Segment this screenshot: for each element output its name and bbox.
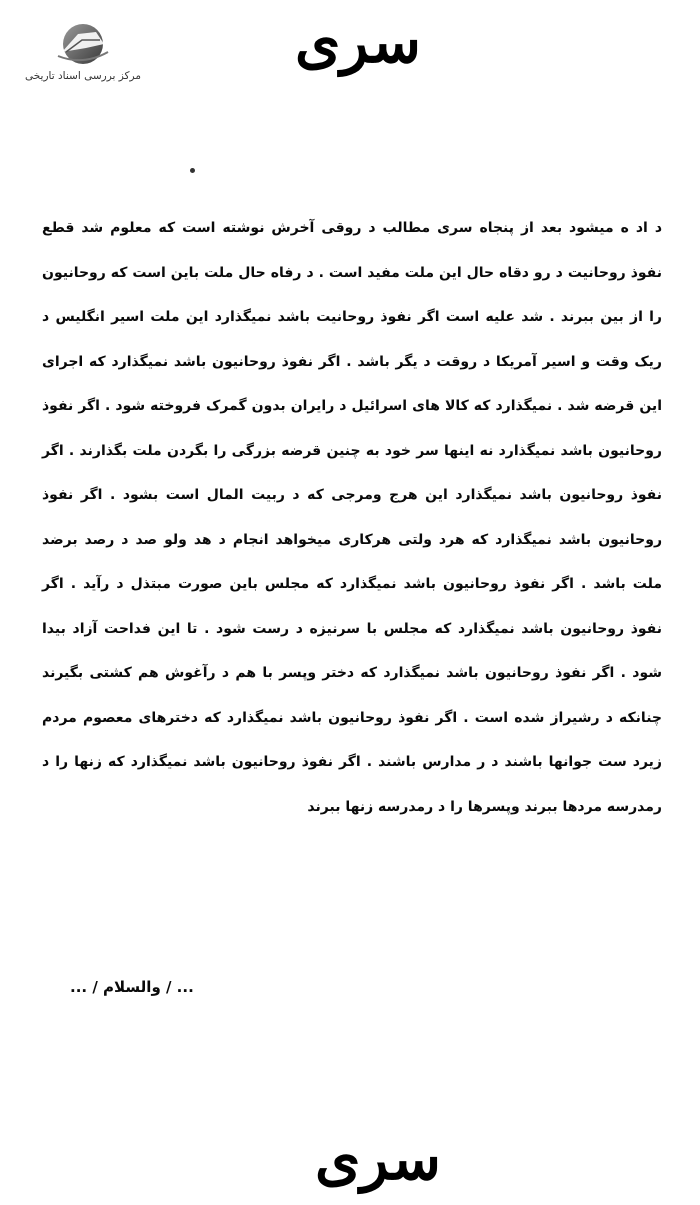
book-emblem-icon bbox=[52, 22, 114, 70]
closing-line: ... / والسلام / ... bbox=[70, 978, 194, 996]
archive-logo bbox=[18, 22, 148, 92]
logo-caption: مرکز بررسی اسناد تاریخی bbox=[25, 70, 141, 82]
stray-mark bbox=[190, 168, 195, 173]
header-classification: سری bbox=[295, 8, 421, 76]
document-body: د اد ه میشود بعد از پنجاه سری مطالب د روقی آخرش نوشته است که معلوم شد قطع نفوذ روحانیت د رو دقاه حال این ملت مفید است . د رفاه حال ملت باین است که روحانیون را از بین ببرند . شد علیه است اگر نفوذ روحانیت باشد نمیگذارد این ملت اسیر انگلیس د ریک وقت و اسیر آمریکا د روقت د یگر باشد . اگر نفوذ روحانیون باشد نمیگذارد که اجرای این قرضه شد . نمیگذارد که کالا های اسرائیل د رایران بدون گمرک فروخته شود . اگر نفوذ روحانیون باشد نمیگذارد نه اینها سر خود به چنین قرضه بزرگی را بگردن ملت بگذارند . اگر نفوذ روحانیون باشد نمیگذارد این هرج ومرجی که د ربیت المال است بشود . اگر نفوذ روحانیون باشد نمیگذارد که هرد ولتی هرکاری میخواهد انجام د هد ولو صد د رصد برضد ملت باشد . اگر نفوذ روحانیون باشد نمیگذارد که مجلس باین صورت مبتذل د رآید . اگر نفوذ روحانیون باشد نمیگذارد که مجلس با سرنیزه د رست شود . تا این فداحت آزاد بیدا شود . اگر نفوذ روحانیون باشد نمیگذارد که دختر وپسر با هم د رآغوش هم کشتی بگیرند چنانکه د رشیراز شده است . اگر نفوذ روحانیون باشد نمیگذارد که دخترهای معصوم مردم زیرد ست جوانها باشند د ر مدارس باشند . اگر نفوذ روحانیون باشد نمیگذارد که زنها را د رمدرسه مردها ببرند وپسرها را د رمدرسه زنها ببرند bbox=[42, 220, 662, 815]
footer-classification: سری bbox=[315, 1125, 441, 1193]
